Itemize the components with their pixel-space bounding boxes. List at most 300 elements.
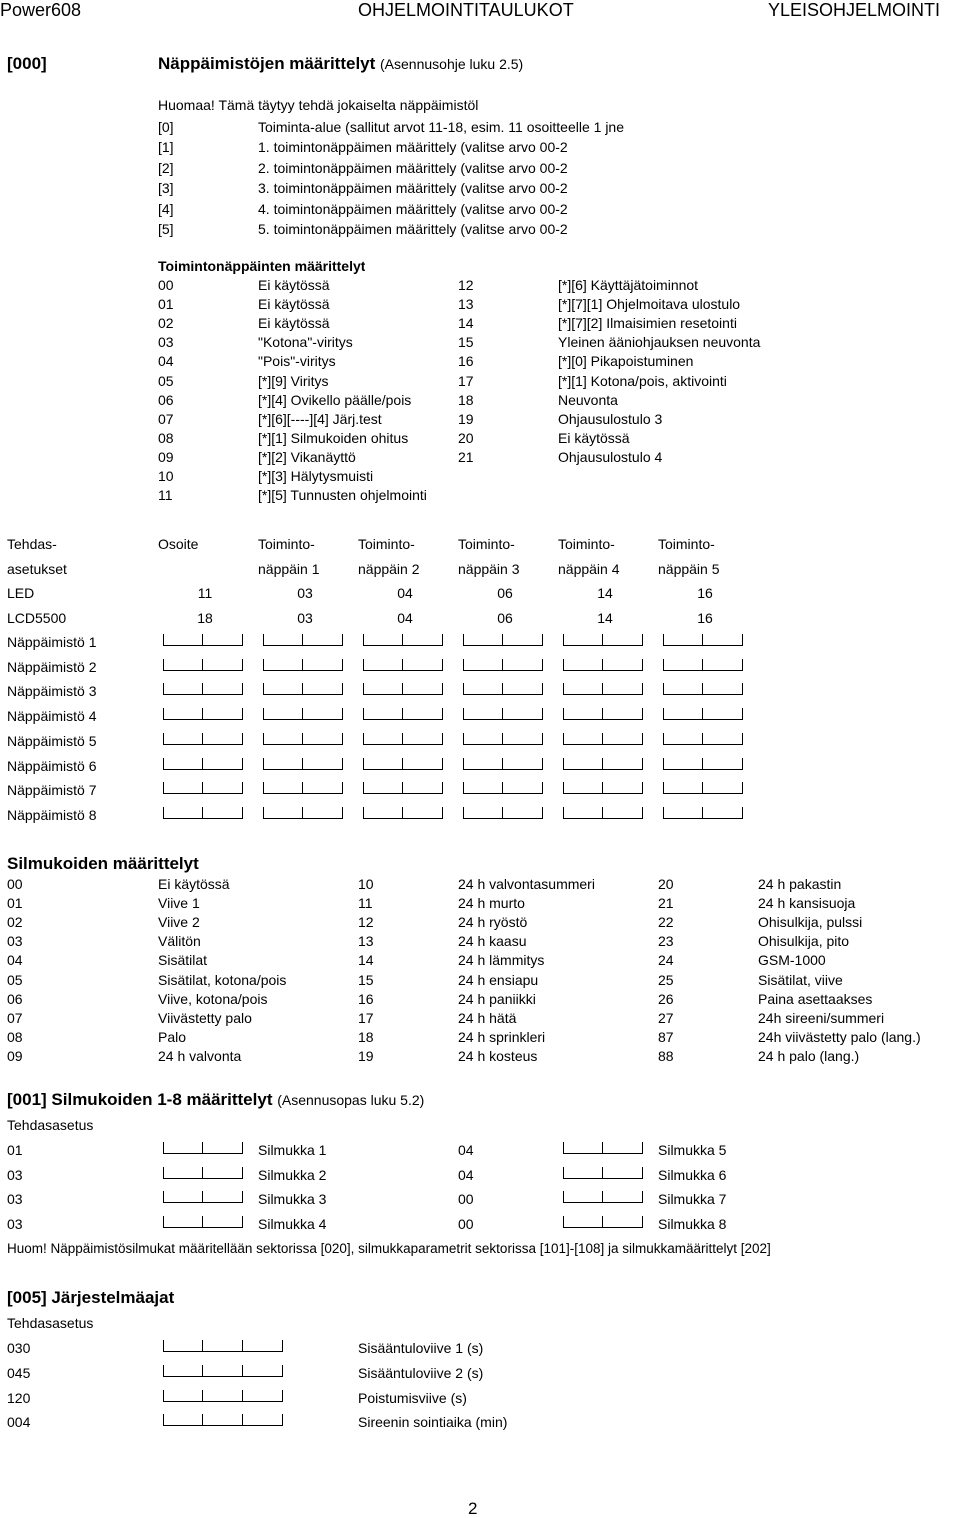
keypad-entry[interactable]: [463, 708, 543, 720]
entry-box[interactable]: [703, 708, 743, 720]
function-key-code: 20: [458, 429, 474, 446]
zone-type-code: 27: [658, 1009, 674, 1026]
entry-box[interactable]: [263, 708, 303, 720]
table-cell: 04: [397, 585, 413, 601]
entry-box[interactable]: [303, 758, 343, 770]
entry-box[interactable]: [603, 1191, 643, 1203]
entry-box[interactable]: [363, 758, 403, 770]
function-key-code: 17: [458, 372, 474, 389]
entry-box[interactable]: [563, 1142, 603, 1154]
factory-value: 120: [7, 1389, 31, 1406]
keypad-entry[interactable]: [163, 733, 243, 745]
keypad-row-label: Näppäimistö 8: [7, 806, 97, 823]
entry-box[interactable]: [163, 1216, 203, 1228]
entry-box[interactable]: [503, 683, 543, 695]
section-000-code: [000]: [7, 54, 47, 73]
entry-box[interactable]: [503, 782, 543, 794]
entry-box[interactable]: [603, 1216, 643, 1228]
function-key-label: [*][0] Pikapoistuminen: [558, 353, 694, 370]
zone-type-label: 24 h paniikki: [458, 990, 536, 1007]
table-row-label: LED: [7, 585, 35, 601]
entry-box[interactable]: [663, 782, 703, 794]
zone-type-label: 24 h kosteus: [458, 1047, 538, 1064]
function-key-label: Ei käytössä: [558, 429, 630, 446]
factory-value: 00: [458, 1216, 474, 1233]
entry-box[interactable]: [203, 683, 243, 695]
keypad-entry[interactable]: [263, 733, 343, 745]
entry-box[interactable]: [163, 807, 203, 819]
entry-box[interactable]: [203, 1365, 243, 1377]
keypad-entry[interactable]: [163, 708, 243, 720]
entry-box[interactable]: [363, 634, 403, 646]
entry-box[interactable]: [243, 1340, 283, 1352]
table-header: Toiminto-: [458, 536, 515, 552]
zone-type-code: 16: [358, 990, 374, 1007]
function-key-label: [*][2] Vikanäyttö: [258, 448, 356, 465]
entry-box[interactable]: [163, 1191, 203, 1203]
entry-box[interactable]: [203, 807, 243, 819]
function-key-label: [*][6][----][4] Järj.test: [258, 410, 382, 427]
entry-box[interactable]: [703, 807, 743, 819]
table-header: Toiminto-: [558, 536, 615, 552]
keypad-entry[interactable]: [163, 683, 243, 695]
entry-box[interactable]: [303, 659, 343, 671]
zone-type-label: Sisätilat, kotona/pois: [158, 971, 287, 988]
keypad-entry[interactable]: [463, 782, 543, 794]
header-left: Power608: [0, 0, 82, 20]
keypad-row-label: Näppäimistö 7: [7, 782, 97, 799]
zone-type-code: 20: [658, 876, 674, 892]
entry-box[interactable]: [363, 708, 403, 720]
keypad-entry[interactable]: [263, 634, 343, 646]
keypad-entry[interactable]: [163, 634, 243, 646]
entry-box[interactable]: [563, 807, 603, 819]
keypad-row-label: Näppäimistö 6: [7, 757, 97, 774]
subsection-text: 2. toimintonäppäimen määrittely (valitse arvo 00-2: [258, 159, 568, 176]
entry-box[interactable]: [263, 634, 303, 646]
entry-box[interactable]: [303, 708, 343, 720]
keypad-entry[interactable]: [363, 807, 443, 819]
zone-type-code: 17: [358, 1009, 374, 1026]
section-005-title: [005] Järjestelmäajat: [7, 1288, 175, 1307]
function-key-label: Neuvonta: [558, 391, 618, 408]
table-header: Toiminto-: [658, 536, 715, 552]
table-cell: 06: [497, 610, 513, 626]
entry-box[interactable]: [503, 659, 543, 671]
entry-box[interactable]: [163, 634, 203, 646]
time-entry[interactable]: [163, 1390, 283, 1402]
entry-box[interactable]: [503, 634, 543, 646]
keypad-entry[interactable]: [263, 758, 343, 770]
entry-box[interactable]: [363, 659, 403, 671]
zone-type-label: Ei käytössä: [158, 876, 230, 892]
subsection-text: 5. toimintonäppäimen määrittely (valitse arvo 00-2: [258, 221, 568, 237]
keypad-entry[interactable]: [463, 683, 543, 695]
function-key-code: 05: [158, 372, 174, 389]
function-keys-title: Toimintonäppäinten määrittelyt: [158, 258, 366, 274]
entry-box[interactable]: [563, 659, 603, 671]
entry-box[interactable]: [203, 634, 243, 646]
entry-box[interactable]: [563, 1216, 603, 1228]
table-header: näppäin 5: [658, 561, 720, 577]
zone-definitions-title: Silmukoiden määrittelyt: [7, 854, 199, 873]
entry-box[interactable]: [243, 1390, 283, 1402]
function-key-code: 18: [458, 391, 474, 408]
time-entry[interactable]: [163, 1414, 283, 1426]
keypad-entry[interactable]: [363, 683, 443, 695]
zone-label: Silmukka 3: [258, 1191, 327, 1208]
keypad-entry[interactable]: [563, 659, 643, 671]
entry-box[interactable]: [403, 807, 443, 819]
subsection-text: Toiminta-alue (sallitut arvot 11-18, esim. 11 osoitteelle 1 jne: [258, 119, 624, 135]
entry-box[interactable]: [663, 758, 703, 770]
entry-box[interactable]: [163, 782, 203, 794]
function-key-code: 12: [458, 277, 474, 293]
entry-box[interactable]: [563, 733, 603, 745]
table-cell: 14: [597, 610, 613, 626]
zone-type-code: 07: [7, 1009, 23, 1026]
entry-box[interactable]: [303, 807, 343, 819]
entry-box[interactable]: [303, 683, 343, 695]
keypad-entry[interactable]: [263, 807, 343, 819]
entry-box[interactable]: [303, 634, 343, 646]
function-key-label: Ohjausulostulo 3: [558, 410, 663, 427]
entry-box[interactable]: [503, 807, 543, 819]
function-key-code: 13: [458, 296, 474, 313]
zone-entry[interactable]: [163, 1191, 243, 1203]
zone-type-label: 24 h kansisuoja: [758, 895, 856, 912]
entry-box[interactable]: [403, 733, 443, 745]
entry-box[interactable]: [463, 782, 503, 794]
zone-type-label: Ohisulkija, pito: [758, 933, 850, 950]
entry-box[interactable]: [663, 634, 703, 646]
entry-box[interactable]: [663, 733, 703, 745]
entry-box[interactable]: [303, 782, 343, 794]
section-001-ref: (Asennusopas luku 5.2): [277, 1092, 425, 1108]
zone-entry[interactable]: [163, 1167, 243, 1179]
zone-type-label: Viive 2: [158, 914, 200, 931]
keypad-entry[interactable]: [663, 634, 743, 646]
table-header: näppäin 4: [558, 561, 620, 577]
zone-type-code: 14: [358, 952, 374, 969]
entry-box[interactable]: [303, 733, 343, 745]
entry-box[interactable]: [203, 708, 243, 720]
keypad-entry[interactable]: [663, 758, 743, 770]
entry-box[interactable]: [203, 782, 243, 794]
time-entry[interactable]: [163, 1340, 283, 1352]
keypad-entry[interactable]: [663, 733, 743, 745]
entry-box[interactable]: [563, 782, 603, 794]
subsection-code: [3]: [158, 180, 174, 197]
entry-box[interactable]: [563, 634, 603, 646]
table-header: Toiminto-: [258, 536, 315, 552]
zone-label: Silmukka 4: [258, 1216, 327, 1233]
entry-box[interactable]: [163, 1365, 203, 1377]
factory-value: 03: [7, 1191, 23, 1208]
function-key-label: [*][7][1] Ohjelmoitava ulostulo: [558, 296, 741, 313]
entry-box[interactable]: [463, 659, 503, 671]
keypad-entry[interactable]: [563, 683, 643, 695]
entry-box[interactable]: [703, 659, 743, 671]
zone-type-code: 13: [358, 933, 374, 950]
zone-entry[interactable]: [163, 1216, 243, 1228]
entry-box[interactable]: [163, 1142, 203, 1154]
entry-box[interactable]: [603, 733, 643, 745]
keypad-entry[interactable]: [563, 807, 643, 819]
zone-type-label: 24h sireeni/summeri: [758, 1009, 885, 1026]
zone-entry[interactable]: [563, 1142, 643, 1154]
entry-box[interactable]: [503, 758, 543, 770]
zone-entry[interactable]: [163, 1142, 243, 1154]
section-000-note: Huomaa! Tämä täytyy tehdä jokaiselta näppäimistöl: [158, 97, 479, 113]
function-key-label: [*][3] Hälytysmuisti: [258, 468, 374, 484]
keypad-entry[interactable]: [363, 659, 443, 671]
keypad-entry[interactable]: [363, 733, 443, 745]
table-cell: 16: [697, 610, 713, 626]
entry-box[interactable]: [203, 1142, 243, 1154]
entry-box[interactable]: [403, 708, 443, 720]
entry-box[interactable]: [563, 683, 603, 695]
entry-box[interactable]: [163, 659, 203, 671]
zone-type-label: Välitön: [158, 933, 201, 950]
function-key-code: 19: [458, 410, 474, 427]
factory-value: 01: [7, 1142, 23, 1158]
entry-box[interactable]: [603, 634, 643, 646]
factory-value: 04: [458, 1142, 474, 1158]
entry-box[interactable]: [403, 683, 443, 695]
zone-label: Silmukka 5: [658, 1142, 727, 1158]
factory-value: 03: [7, 1166, 23, 1183]
keypad-entry[interactable]: [463, 758, 543, 770]
zone-type-label: 24 h murto: [458, 895, 525, 912]
entry-box[interactable]: [403, 782, 443, 794]
entry-box[interactable]: [603, 683, 643, 695]
entry-box[interactable]: [503, 733, 543, 745]
table-cell: 04: [397, 610, 413, 626]
entry-box[interactable]: [263, 733, 303, 745]
entry-box[interactable]: [463, 683, 503, 695]
entry-box[interactable]: [243, 1365, 283, 1377]
keypad-entry[interactable]: [663, 659, 743, 671]
entry-box[interactable]: [663, 708, 703, 720]
zone-type-code: 18: [358, 1028, 374, 1045]
entry-box[interactable]: [363, 807, 403, 819]
keypad-entry[interactable]: [163, 782, 243, 794]
entry-box[interactable]: [363, 782, 403, 794]
zone-type-code: 08: [7, 1028, 23, 1045]
zone-entry[interactable]: [563, 1216, 643, 1228]
time-entry[interactable]: [163, 1365, 283, 1377]
entry-box[interactable]: [403, 659, 443, 671]
keypad-entry[interactable]: [663, 683, 743, 695]
entry-box[interactable]: [363, 683, 403, 695]
entry-box[interactable]: [603, 807, 643, 819]
zone-type-label: GSM-1000: [758, 952, 826, 969]
entry-box[interactable]: [263, 782, 303, 794]
entry-box[interactable]: [563, 1167, 603, 1179]
entry-box[interactable]: [603, 659, 643, 671]
entry-box[interactable]: [663, 807, 703, 819]
entry-box[interactable]: [403, 758, 443, 770]
entry-box[interactable]: [463, 733, 503, 745]
entry-box[interactable]: [163, 758, 203, 770]
entry-box[interactable]: [263, 807, 303, 819]
function-key-code: 21: [458, 448, 474, 465]
function-key-label: Ohjausulostulo 4: [558, 448, 663, 465]
section-001-title-text: [001] Silmukoiden 1-8 määrittelyt: [7, 1090, 273, 1109]
keypad-entry[interactable]: [263, 708, 343, 720]
entry-box[interactable]: [603, 1142, 643, 1154]
table-header: Osoite: [158, 536, 199, 552]
keypad-entry[interactable]: [363, 758, 443, 770]
keypad-entry[interactable]: [563, 634, 643, 646]
function-key-code: 14: [458, 315, 474, 332]
zone-type-code: 11: [358, 895, 373, 912]
entry-box[interactable]: [363, 733, 403, 745]
keypad-entry[interactable]: [263, 659, 343, 671]
entry-box[interactable]: [163, 708, 203, 720]
section-000-title: [158, 53, 523, 75]
zone-type-label: 24 h hätä: [458, 1009, 517, 1026]
entry-box[interactable]: [163, 1167, 203, 1179]
entry-box[interactable]: [203, 1167, 243, 1179]
entry-box[interactable]: [463, 708, 503, 720]
entry-box[interactable]: [163, 683, 203, 695]
entry-box[interactable]: [703, 758, 743, 770]
keypad-entry[interactable]: [363, 634, 443, 646]
time-label: Sisääntuloviive 1 (s): [358, 1340, 484, 1356]
zone-type-label: 24 h lämmitys: [458, 952, 545, 969]
entry-box[interactable]: [463, 758, 503, 770]
table-header: näppäin 1: [258, 561, 320, 577]
subsection-code: [5]: [158, 221, 174, 237]
table-cell: 11: [197, 585, 213, 601]
zone-type-code: 23: [658, 933, 674, 950]
keypad-entry[interactable]: [663, 708, 743, 720]
entry-box[interactable]: [603, 708, 643, 720]
entry-box[interactable]: [163, 733, 203, 745]
subsection-text: 4. toimintonäppäimen määrittely (valitse arvo 00-2: [258, 200, 568, 217]
entry-box[interactable]: [163, 1414, 203, 1426]
factory-value: 045: [7, 1364, 31, 1381]
function-key-code: 02: [158, 315, 174, 332]
entry-box[interactable]: [203, 733, 243, 745]
zone-type-code: 05: [7, 971, 23, 988]
entry-box[interactable]: [203, 1414, 243, 1426]
entry-box[interactable]: [703, 733, 743, 745]
entry-box[interactable]: [263, 758, 303, 770]
entry-box[interactable]: [203, 758, 243, 770]
entry-box[interactable]: [703, 782, 743, 794]
zone-type-code: 88: [658, 1047, 674, 1064]
table-header: Tehdas-: [7, 536, 57, 552]
table-cell: 06: [497, 585, 513, 601]
entry-box[interactable]: [243, 1414, 283, 1426]
keypad-entry[interactable]: [463, 634, 543, 646]
entry-box[interactable]: [263, 659, 303, 671]
entry-box[interactable]: [563, 758, 603, 770]
zone-type-code: 26: [658, 990, 674, 1007]
entry-box[interactable]: [703, 683, 743, 695]
keypad-entry[interactable]: [163, 758, 243, 770]
keypad-entry[interactable]: [363, 782, 443, 794]
entry-box[interactable]: [703, 634, 743, 646]
function-key-code: 08: [158, 429, 174, 446]
keypad-entry[interactable]: [163, 659, 243, 671]
entry-box[interactable]: [603, 1167, 643, 1179]
function-key-code: 11: [158, 487, 173, 504]
zone-type-label: 24 h kaasu: [458, 933, 527, 950]
keypad-entry[interactable]: [363, 708, 443, 720]
entry-box[interactable]: [663, 683, 703, 695]
zone-type-code: 10: [358, 876, 374, 892]
zone-label: Silmukka 6: [658, 1166, 727, 1183]
function-key-label: [*][7][2] Ilmaisimien resetointi: [558, 315, 737, 332]
entry-box[interactable]: [563, 1191, 603, 1203]
subsection-code: [2]: [158, 159, 174, 176]
entry-box[interactable]: [603, 782, 643, 794]
keypad-entry[interactable]: [163, 807, 243, 819]
keypad-entry[interactable]: [563, 758, 643, 770]
entry-box[interactable]: [163, 1340, 203, 1352]
entry-box[interactable]: [463, 807, 503, 819]
keypad-entry[interactable]: [563, 782, 643, 794]
zone-type-code: 24: [658, 952, 674, 969]
entry-box[interactable]: [663, 659, 703, 671]
entry-box[interactable]: [163, 1390, 203, 1402]
function-key-label: [*][1] Silmukoiden ohitus: [258, 429, 409, 446]
function-key-label: Ei käytössä: [258, 277, 330, 293]
keypad-row-label: Näppäimistö 4: [7, 708, 97, 725]
function-key-code: 01: [158, 296, 174, 313]
keypad-entry[interactable]: [663, 782, 743, 794]
function-key-code: 15: [458, 334, 474, 351]
zone-type-code: 87: [658, 1028, 674, 1045]
entry-box[interactable]: [563, 708, 603, 720]
keypad-entry[interactable]: [663, 807, 743, 819]
entry-box[interactable]: [463, 634, 503, 646]
entry-box[interactable]: [203, 1340, 243, 1352]
keypad-entry[interactable]: [563, 708, 643, 720]
zone-type-label: 24 h valvonta: [158, 1047, 242, 1064]
keypad-row-label: Näppäimistö 3: [7, 683, 97, 700]
keypad-entry[interactable]: [463, 807, 543, 819]
entry-box[interactable]: [263, 683, 303, 695]
entry-box[interactable]: [603, 758, 643, 770]
header-center: OHJELMOINTITAULUKOT: [358, 0, 574, 20]
keypad-entry[interactable]: [263, 683, 343, 695]
zone-entry[interactable]: [563, 1167, 643, 1179]
keypad-entry[interactable]: [463, 733, 543, 745]
keypad-entry[interactable]: [463, 659, 543, 671]
zone-type-label: 24 h pakastin: [758, 876, 842, 892]
entry-box[interactable]: [203, 659, 243, 671]
entry-box[interactable]: [203, 1191, 243, 1203]
entry-box[interactable]: [503, 708, 543, 720]
zone-type-code: 04: [7, 952, 23, 969]
entry-box[interactable]: [203, 1216, 243, 1228]
zone-label: Silmukka 8: [658, 1216, 727, 1233]
keypad-entry[interactable]: [263, 782, 343, 794]
entry-box[interactable]: [403, 634, 443, 646]
entry-box[interactable]: [203, 1390, 243, 1402]
factory-value: 03: [7, 1216, 23, 1233]
time-label: Sisääntuloviive 2 (s): [358, 1364, 484, 1381]
zone-type-label: Viive 1: [158, 895, 200, 912]
keypad-entry[interactable]: [563, 733, 643, 745]
zone-entry[interactable]: [563, 1191, 643, 1203]
zone-type-label: Ohisulkija, pulssi: [758, 914, 863, 931]
